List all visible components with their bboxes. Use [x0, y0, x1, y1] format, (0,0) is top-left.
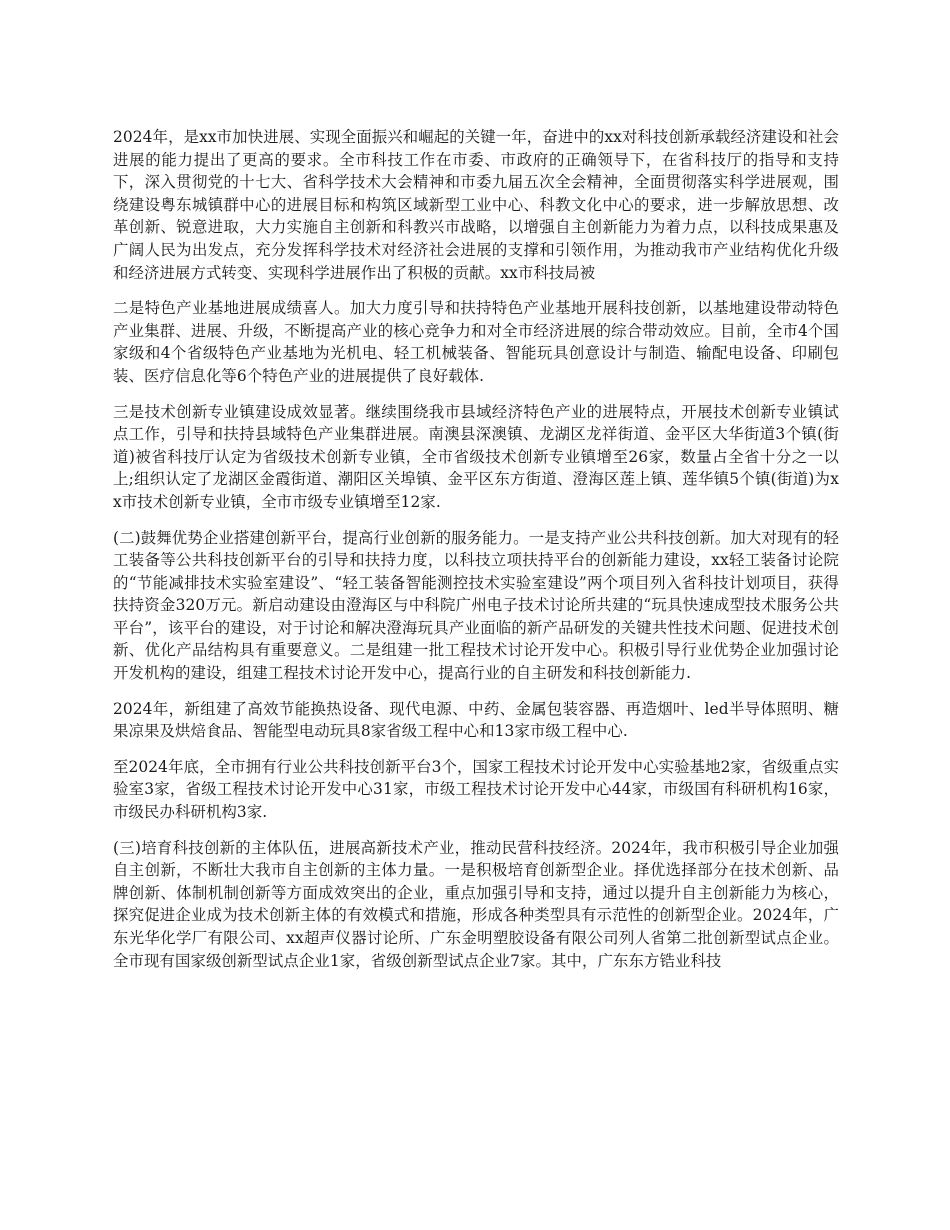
paragraph-annual-overview: 2024年，是xx市加快进展、实现全面振兴和崛起的关键一年，奋进中的xx对科技创新承载经济建设和社会进展的能力提出了更高的要求。全市科技工作在市委、市政府的正确领导下，在省科技厅的指导和支持下，深入贯彻党的十七大、省科学技术大会精神和市委九届五次全会精神，全面贯彻落实科学进展观，围绕建设粤东城镇群中心的进展目标和构筑区域新型工业中心、科教文化中心的要求，进一步解放思想、改革创新、锐意进取，大力实施自主创新和科教兴市战略，以增强自主创新能力为着力点，以科技成果惠及广阔人民为出发点，充分发挥科学技术对经济社会进展的支撑和引领作用，为推动我市产业结构优化升级和经济进展方式转变、实现科学进展作出了积极的贡献。xx市科技局被: [113, 128, 839, 282]
paragraph-innovation-platforms: (二)鼓舞优势企业搭建创新平台，提高行业创新的服务能力。一是支持产业公共科技创新。加大对现有的轻工装备等公共科技创新平台的引导和扶持力度，以科技立项扶持平台的创新能力建设，xx轻工装备讨论院的“节能减排技术实验室建设”、“轻工装备智能测控技术实验室建设”两个项目列入省科技计划项目，获得扶持资金320万元。新启动建设由澄海区与中科院广州电子技术讨论所共建的“玩具快速成型技术服务公共平台”，该平台的建设，对于讨论和解决澄海玩具产业面临的新产品研发的关键共性技术问题、促进技术创新、优化产品结构具有重要意义。二是组建一批工程技术讨论开发中心。积极引导行业优势企业加强讨论开发机构的建设，组建工程技术讨论开发中心，提高行业的自主研发和科技创新能力.: [113, 528, 839, 683]
paragraph-industry-bases: 二是特色产业基地进展成绩喜人。加大力度引导和扶持特色产业基地开展科技创新，以基地建设带动特色产业集群、进展、升级，不断提高产业的核心竞争力和对全市经济进展的综合带动效应。目前，全市4个国家级和4个省级特色产业基地为光机电、轻工机械装备、智能玩具创意设计与制造、输配电设备、印刷包装、医疗信息化等6个特色产业的进展提供了良好载体.: [113, 299, 839, 385]
document-body: [113, 126, 839, 985]
paragraph-engineering-centers: 2024年，新组建了高效节能换热设备、现代电源、中药、金属包装容器、再造烟叶、led半导体照明、糖果凉果及烘焙食品、智能型电动玩具8家省级工程中心和13家市级工程中心.: [113, 699, 839, 741]
paragraph-year-end-stats: 至2024年底，全市拥有行业公共科技创新平台3个，国家工程技术讨论开发中心实验基地2家，省级重点实验室3家，省级工程技术讨论开发中心31家，市级工程技术讨论开发中心44家，市级国有科研机构16家，市级民办科研机构3家.: [113, 757, 839, 822]
paragraph-innovation-enterprises: (三)培育科技创新的主体队伍，进展高新技术产业，推动民营科技经济。2024年，我市积极引导企业加强自主创新，不断壮大我市自主创新的主体力量。一是积极培育创新型企业。择优选择部分在技术创新、品牌创新、体制机制创新等方面成效突出的企业，重点加强引导和支持，通过以提升自主创新能力为核心，探究促进企业成为技术创新主体的有效模式和措施，形成各种类型具有示范性的创新型企业。2024年，广东光华化学厂有限公司、xx超声仪器讨论所、广东金明塑胶设备有限公司列人省第二批创新型试点企业。全市现有国家级创新型试点企业1家，省级创新型试点企业7家。其中，广东东方锆业科技: [113, 838, 839, 970]
paragraph-specialized-towns: 三是技术创新专业镇建设成效显著。继续围绕我市县域经济特色产业的进展特点，开展技术创新专业镇试点工作，引导和扶持县域特色产业集群进展。南澳县深澳镇、龙湖区龙祥街道、金平区大华街道3个镇(街道)被省科技厅认定为省级技术创新专业镇，全市省级技术创新专业镇增至26家，数量占全省十分之一以上;组织认定了龙湖区金霞街道、潮阳区关埠镇、金平区东方街道、澄海区莲上镇、莲华镇5个镇(街道)为xx市技术创新专业镇，全市市级专业镇增至12家.: [113, 402, 839, 511]
